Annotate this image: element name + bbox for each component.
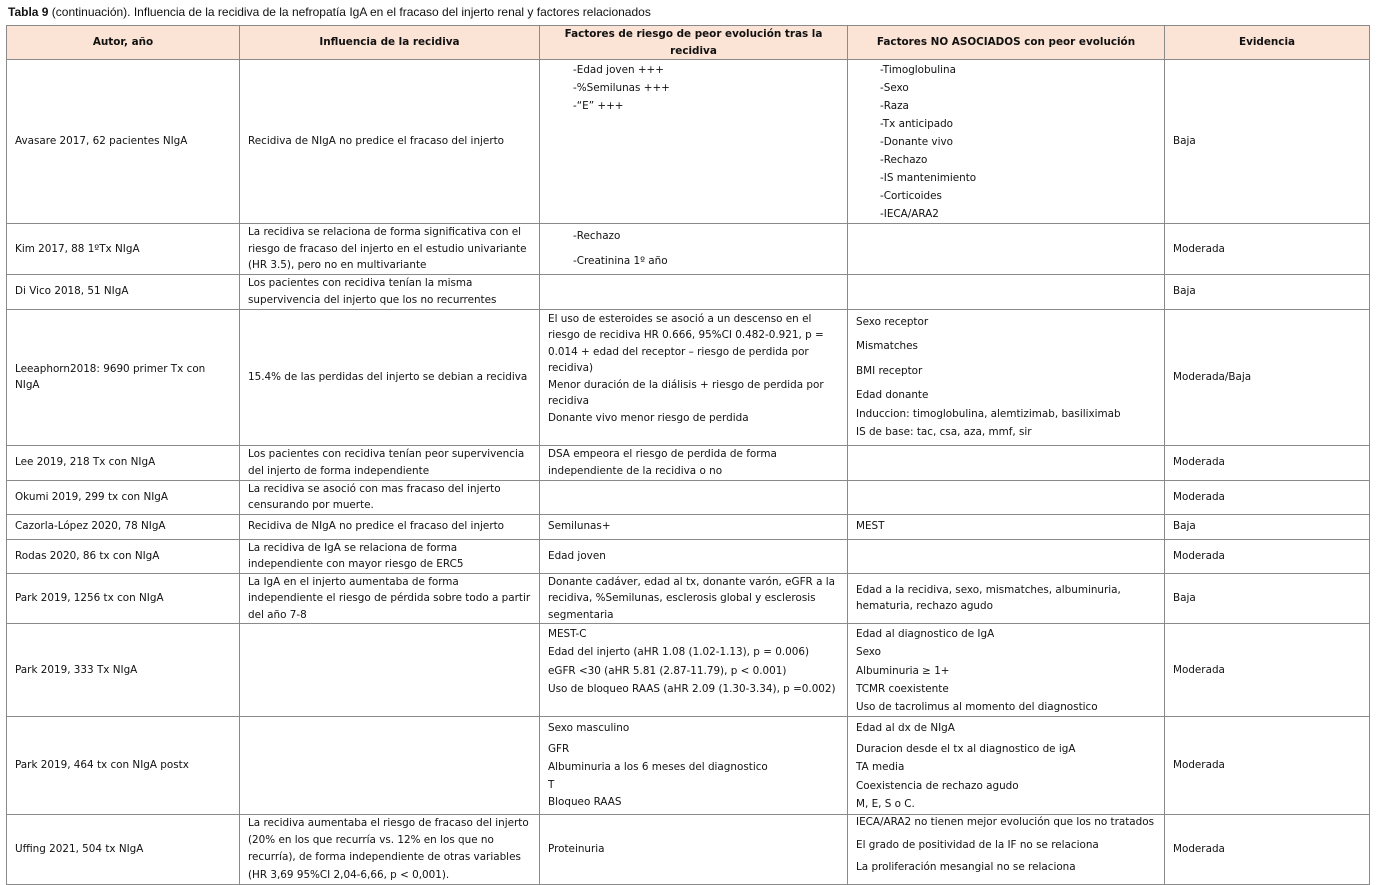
caption-label: Tabla 9 [8, 5, 49, 19]
cell-not-associated [848, 717, 1165, 815]
cell-influence: Recidiva de NIgA no predice el fracaso del injerto [240, 60, 540, 224]
cell-risk [540, 224, 848, 275]
cell-evidence: Moderada [1165, 717, 1370, 815]
list-item: Mismatches [856, 340, 918, 352]
cell-not-associated [848, 309, 1165, 445]
table-row [7, 539, 1370, 573]
list-item: -Donante vivo [880, 136, 953, 148]
table-row [7, 624, 1370, 717]
table-row [7, 274, 1370, 309]
table-row [7, 573, 1370, 624]
cell-influence: Los pacientes con recidiva tenían peor supervivencia del injerto de forma independiente [240, 445, 540, 480]
header-not-associated: Factores NO ASOCIADOS con peor evolución [848, 26, 1165, 60]
cell-author: Lee 2019, 218 Tx con NIgA [7, 445, 240, 480]
list-item: Uso de tacrolimus al momento del diagnostico [856, 701, 1098, 714]
list-item: Duracion desde el tx al diagnostico de igA [856, 742, 1076, 755]
list-item: GFR [548, 742, 570, 755]
table-caption [8, 4, 651, 20]
list-item: -Edad joven +++ [573, 64, 664, 76]
cell-not-associated [848, 445, 1165, 480]
list-item: eGFR <30 (aHR 5.81 (2.87-11.79), p < 0.001) [548, 664, 787, 677]
cell-evidence: Moderada [1165, 624, 1370, 717]
cell-author: Kim 2017, 88 1ºTx NIgA [7, 224, 240, 275]
list-item: Coexistencia de rechazo agudo [856, 779, 1019, 792]
cell-not-associated: Edad a la recidiva, sexo, mismatches, albuminuria, hematuria, rechazo agudo [848, 573, 1165, 624]
cell-not-associated [848, 539, 1165, 573]
list-item: Bloqueo RAAS [548, 795, 622, 808]
list-item: Edad al diagnostico de IgA [856, 628, 995, 640]
list-item: -Raza [880, 100, 909, 112]
list-item: M, E, S o C. [856, 798, 915, 811]
cell-risk: Edad joven [540, 539, 848, 573]
list-item: Albuminuria ≥ 1+ [856, 664, 950, 677]
list-item: -“E” +++ [573, 100, 624, 112]
evidence-table [6, 25, 1370, 885]
cell-author: Park 2019, 333 Tx NIgA [7, 624, 240, 717]
cell-influence: La IgA en el injerto aumentaba de forma independiente el riesgo de pérdida sobre todo a partir del año 7-8 [240, 573, 540, 624]
list-item: -%Semilunas +++ [573, 82, 670, 94]
list-item: BMI receptor [856, 364, 923, 377]
list-item: Induccion: timoglobulina, alemtizimab, basiliximab [856, 407, 1121, 420]
caption-text: (continuación). Influencia de la recidiva de la nefropatía IgA en el fracaso del injerto renal y factores relacionados [48, 5, 651, 19]
cell-risk [540, 717, 848, 815]
list-item: IECA/ARA2 no tienen mejor evolución que los no tratados [856, 815, 1155, 828]
list-item: Sexo receptor [856, 315, 929, 328]
list-item: Edad del injerto (aHR 1.08 (1.02-1.13), p = 0.006) [548, 646, 809, 659]
cell-risk: Semilunas+ [540, 514, 848, 539]
cell-author: Cazorla-López 2020, 78 NIgA [7, 514, 240, 539]
cell-author: Avasare 2017, 62 pacientes NIgA [7, 60, 240, 224]
table-row [7, 514, 1370, 539]
cell-risk [540, 309, 848, 445]
cell-evidence: Baja [1165, 573, 1370, 624]
cell-author: Rodas 2020, 86 tx con NIgA [7, 539, 240, 573]
list-item: Albuminuria a los 6 meses del diagnostico [548, 761, 768, 774]
table-row [7, 480, 1370, 514]
list-item: -Rechazo [573, 229, 621, 242]
list-item: -Rechazo [880, 154, 928, 166]
cell-influence: Los pacientes con recidiva tenían la misma supervivencia del injerto que los no recurrentes [240, 274, 540, 309]
cell-evidence: Moderada [1165, 445, 1370, 480]
cell-evidence: Baja [1165, 274, 1370, 309]
cell-author: Okumi 2019, 299 tx con NIgA [7, 480, 240, 514]
cell-evidence: Moderada [1165, 539, 1370, 573]
cell-influence: La recidiva se asoció con mas fracaso del injerto censurando por muerte. [240, 480, 540, 514]
cell-evidence: Moderada [1165, 480, 1370, 514]
cell-not-associated [848, 480, 1165, 514]
list-item: T [548, 778, 555, 791]
list-item: El uso de esteroides se asoció a un descenso en el riesgo de recidiva HR 0.666, 95%CI 0.482-0.921, p = 0.014 + edad del receptor – riesgo de perdida por recidiva) [548, 312, 824, 374]
cell-evidence: Moderada [1165, 224, 1370, 275]
cell-evidence: Moderada [1165, 814, 1370, 884]
list-item: -Creatinina 1º año [573, 255, 668, 268]
cell-not-associated [848, 814, 1165, 884]
cell-risk [540, 624, 848, 717]
cell-risk [540, 60, 848, 224]
list-item: -Tx anticipado [880, 118, 954, 130]
list-item: Edad donante [856, 389, 929, 401]
cell-influence [240, 624, 540, 717]
list-item: El grado de positividad de la IF no se relaciona [856, 838, 1099, 851]
cell-evidence: Baja [1165, 60, 1370, 224]
list-item: Edad al dx de NIgA [856, 722, 955, 735]
table-row [7, 717, 1370, 815]
cell-risk [540, 274, 848, 309]
cell-author: Leeaphorn2018: 9690 primer Tx con NIgA [7, 309, 240, 445]
cell-influence: La recidiva de IgA se relaciona de forma independiente con mayor riesgo de ERC5 [240, 539, 540, 573]
list-item: Menor duración de la diálisis + riesgo de perdida por recidiva [548, 378, 824, 407]
cell-author: Park 2019, 464 tx con NIgA postx [7, 717, 240, 815]
cell-risk: DSA empeora el riesgo de perdida de forma independiente de la recidiva o no [540, 445, 848, 480]
list-item: TA media [856, 761, 905, 774]
header-risk-factors: Factores de riesgo de peor evolución tras la recidiva [540, 26, 848, 60]
list-item: -Timoglobulina [880, 64, 956, 76]
table-row [7, 60, 1370, 224]
cell-influence: La recidiva se relaciona de forma significativa con el riesgo de fracaso del injerto en el estudio univariante (HR 3.5), pero no en multivariante [240, 224, 540, 275]
list-item: Uso de bloqueo RAAS (aHR 2.09 (1.30-3.34), p =0.002) [548, 682, 836, 695]
cell-risk: Proteinuria [540, 814, 848, 884]
list-item: -Corticoides [880, 190, 942, 202]
header-row [7, 26, 1370, 60]
cell-not-associated [848, 624, 1165, 717]
cell-not-associated: MEST [848, 514, 1165, 539]
list-item: -Sexo [880, 82, 909, 94]
cell-evidence: Moderada/Baja [1165, 309, 1370, 445]
list-item: La proliferación mesangial no se relaciona [856, 860, 1076, 873]
cell-risk [540, 480, 848, 514]
cell-influence [240, 717, 540, 815]
header-influence: Influencia de la recidiva [240, 26, 540, 60]
list-item: Sexo masculino [548, 722, 630, 735]
cell-influence: La recidiva aumentaba el riesgo de fracaso del injerto (20% en los que recurría vs. 12% en los que no recurría), de forma independiente de otras variables (HR 3,69 95%CI 2,04-6,66, p < 0,001). [240, 814, 540, 884]
list-item: IS de base: tac, csa, aza, mmf, sir [856, 426, 1032, 438]
cell-influence: Recidiva de NIgA no predice el fracaso del injerto [240, 514, 540, 539]
table-row [7, 224, 1370, 275]
cell-not-associated [848, 60, 1165, 224]
table-row [7, 445, 1370, 480]
cell-author: Uffing 2021, 504 tx NIgA [7, 814, 240, 884]
list-item: -IS mantenimiento [880, 172, 977, 184]
cell-influence: 15.4% de las perdidas del injerto se debian a recidiva [240, 309, 540, 445]
cell-evidence: Baja [1165, 514, 1370, 539]
cell-not-associated [848, 274, 1165, 309]
cell-not-associated [848, 224, 1165, 275]
cell-risk: Donante cadáver, edad al tx, donante varón, eGFR a la recidiva, %Semilunas, esclerosis global y esclerosis segmentaria [540, 573, 848, 624]
list-item: -IECA/ARA2 [880, 208, 939, 220]
list-item: Sexo [856, 646, 881, 659]
header-evidence: Evidencia [1165, 26, 1370, 60]
cell-author: Di Vico 2018, 51 NIgA [7, 274, 240, 309]
cell-author: Park 2019, 1256 tx con NIgA [7, 573, 240, 624]
table-row [7, 309, 1370, 445]
list-item: TCMR coexistente [856, 682, 949, 695]
table-row [7, 814, 1370, 884]
list-item: Donante vivo menor riesgo de perdida [548, 411, 749, 424]
header-author: Autor, año [7, 26, 240, 60]
list-item: MEST-C [548, 628, 587, 640]
